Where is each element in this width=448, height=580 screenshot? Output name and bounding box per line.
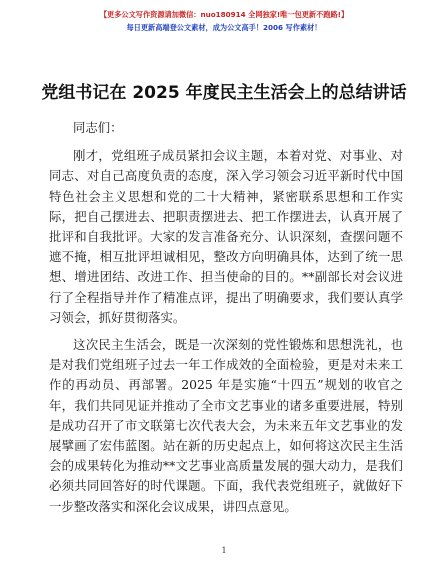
header-banner	[0, 8, 448, 34]
salutation: 同志们：	[73, 120, 123, 135]
document-title: 党组书记在 2025 年度民主生活会上的总结讲话	[41, 83, 407, 103]
paragraph-1: 刚才，党组班子成员紧扣会议主题，本着对党、对事业、对同志、对自己高度负责的态度，深入学习领会习近平新时代中国特色社会主义思想和党的二十大精神，紧密联系思想和工作实际，把自己摆进去、把职责摆进去、把工作摆进去，认真开展了批评和自我批评。大家的发言准备充分、认识深刻，查摆问题不遮不掩，相互批评坦诚相见，整改方向明确具体，达到了统一思想、增进团结、改进工作、担当使命的目的。**副部长对会议进行了全程指导并作了精准点评，提出了明确要求，我们要认真学习领会，抓好贯彻落实。	[49, 148, 403, 325]
banner-subtitle-line: 每日更新高端登公文素材，成为公文高手！2006 写作素材！	[126, 23, 322, 32]
paragraph-2: 这次民主生活会，既是一次深刻的党性锻炼和思想洗礼，也是对我们党组班子过去一年工作成效的全面检验，更是对未来工作的再动员、再部署。2025 年是实施“十四五”规划的收官之年，我们共同见证并推动了全市文艺事业的诸多重要进展，特别是成功召开了市文联第七次代表大会，为未来五年文艺事业的发展擘画了宏伟蓝图。站在新的历史起点上，如何将这次民主生活会的成果转化为推动**文艺事业高质量发展的强大动力，是我们必须共同回答好的时代课题。下面，我代表党组班子，就做好下一步整改落实和深化会议成果，讲四点意见。	[49, 337, 403, 514]
banner-promo-line: 【更多公文写作资源请加微信：nuo180914 全网独家!唯一包更新不跑路!】	[99, 10, 349, 19]
document-body	[49, 118, 403, 524]
page-number: 1	[221, 546, 227, 555]
